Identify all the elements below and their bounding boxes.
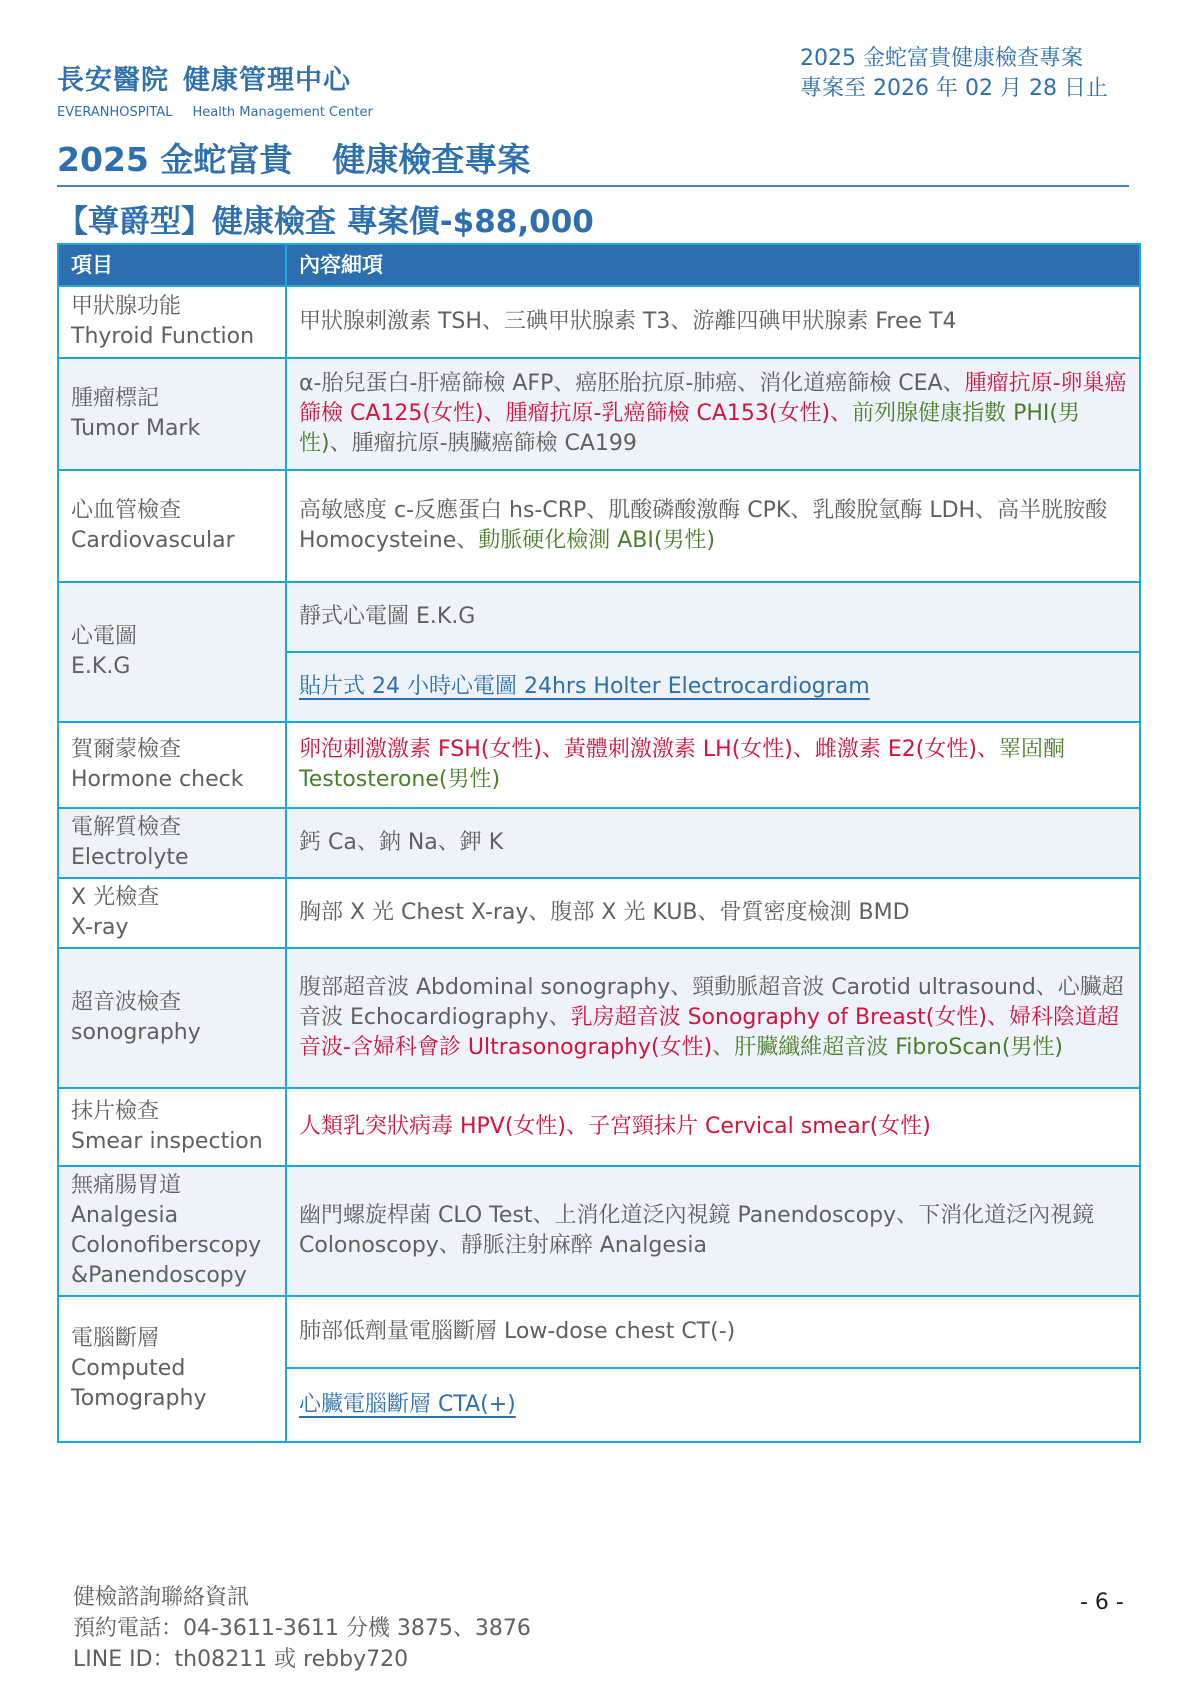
detail-text: 甲狀腺刺激素 TSH、三碘甲狀腺素 T3、游離四碘甲狀腺素 Free T4 <box>299 309 957 334</box>
category-name-zh: 無痛腸胃道 <box>71 1173 182 1198</box>
exam-items-table <box>57 243 1141 1443</box>
details-cell <box>286 1166 1140 1296</box>
details-cell <box>286 582 1140 652</box>
detail-text: 、肝臟纖維超音波 FibroScan(男性) <box>712 1035 1064 1060</box>
plan-title: 【尊爵型】健康檢查 專案價-$88,000 <box>57 204 594 240</box>
category-name-en: Thyroid Function <box>71 324 255 349</box>
center-name: 健康管理中心 <box>183 65 351 96</box>
category-name-en: Colonofiberscopy <box>71 1233 262 1258</box>
details-cell <box>286 470 1140 582</box>
category-name-zh: 電解質檢查 <box>71 815 182 840</box>
contact-phone: 預約電話：04-3611-3611 分機 3875、3876 <box>73 1616 531 1641</box>
detail-text: 高敏感度 c-反應蛋白 hs-CRP、肌酸磷酸激酶 CPK、乳酸脫氫酶 LDH、 <box>299 498 998 523</box>
details-cell <box>286 286 1140 358</box>
center-name-en: Health Management Center <box>192 105 373 120</box>
org-name-en <box>57 105 373 120</box>
detail-link[interactable]: 貼片式 24 小時心電圖 24hrs Holter Electrocardiogram <box>299 674 870 699</box>
category-name-en: Cardiovascular <box>71 528 235 553</box>
category-name-en: &Panendoscopy <box>71 1263 247 1288</box>
details-cell <box>286 1296 1140 1368</box>
org-name-zh <box>57 58 373 97</box>
hospital-name-en: EVERANHOSPITAL <box>57 105 173 120</box>
details-cell <box>286 948 1140 1088</box>
detail-text: 胸部 X 光 Chest X-ray、腹部 X 光 KUB、骨質密度檢測 BMD <box>299 900 910 925</box>
contact-line-id: LINE ID：th08211 或 rebby720 <box>73 1647 409 1672</box>
details-cell <box>286 358 1140 470</box>
details-cell <box>286 1088 1140 1166</box>
project-name: 2025 金蛇富貴健康檢查專案 <box>800 46 1083 71</box>
project-deadline: 專案至 2026 年 02 月 28 日止 <box>800 76 1108 101</box>
table-row <box>58 1088 1140 1166</box>
table-row <box>58 808 1140 878</box>
contact-info <box>73 1582 531 1675</box>
category-name-zh: 腫瘤標記 <box>71 386 160 411</box>
category-cell <box>58 1296 286 1442</box>
category-name-en: Smear inspection <box>71 1129 263 1154</box>
category-name-en: Tumor Mark <box>71 416 201 441</box>
category-name-zh: X 光檢查 <box>71 885 160 910</box>
detail-link[interactable]: 心臟電腦斷層 CTA(+) <box>299 1392 516 1417</box>
category-name-zh: 電腦斷層 <box>71 1326 160 1351</box>
category-name-zh: 心電圖 <box>71 624 138 649</box>
page-title <box>57 134 1129 187</box>
category-cell <box>58 808 286 878</box>
page-number: - 6 - <box>1080 1590 1124 1615</box>
table-row <box>58 878 1140 948</box>
table-row <box>58 948 1140 1088</box>
category-name-en: Computed <box>71 1356 186 1381</box>
detail-text: 幽門螺旋桿菌 CLO Test、上消化道泛內視鏡 Panendoscopy、下消化道泛內視鏡 Colonoscopy、靜脈注射麻醉 Analgesia <box>299 1203 1095 1258</box>
category-name-en: X-ray <box>71 915 129 940</box>
category-name-en: sonography <box>71 1020 201 1045</box>
category-cell <box>58 1088 286 1166</box>
detail-text: 頸動脈超音波 Carotid ultrasound、心臟超音波 Echocardiography、 <box>299 975 1124 1030</box>
category-name-zh: 心血管檢查 <box>71 498 182 523</box>
category-cell <box>58 358 286 470</box>
category-cell <box>58 582 286 722</box>
category-name-zh: 超音波檢查 <box>71 990 182 1015</box>
detail-text: 腹部超音波 Abdominal sonography、 <box>299 975 693 1000</box>
category-name-en: Electrolyte <box>71 845 189 870</box>
category-cell <box>58 878 286 948</box>
table-row <box>58 358 1140 470</box>
category-name-en: Analgesia <box>71 1203 179 1228</box>
table-body <box>58 286 1140 1442</box>
detail-text: 前列腺健康指數 PHI(男性) <box>299 401 1080 456</box>
category-cell <box>58 286 286 358</box>
project-validity <box>800 44 1108 104</box>
category-name-zh: 抹片檢查 <box>71 1099 160 1124</box>
contact-title: 健檢諮詢聯絡資訊 <box>73 1585 250 1610</box>
detail-text: 靜式心電圖 E.K.G <box>299 604 476 629</box>
category-name-en: E.K.G <box>71 654 131 679</box>
category-name-en: Hormone check <box>71 767 244 792</box>
hospital-name: 長安醫院 <box>57 65 169 96</box>
org-header <box>57 58 373 120</box>
page-title-part-2: 健康檢查專案 <box>332 140 531 179</box>
column-header-details: 內容細項 <box>286 244 1140 286</box>
category-cell <box>58 1166 286 1296</box>
details-cell <box>286 808 1140 878</box>
table-row <box>58 1296 1140 1368</box>
detail-text: 動脈硬化檢測 ABI(男性) <box>478 528 716 553</box>
detail-text: 人類乳突狀病毒 HPV(女性)、子宮頸抹片 Cervical smear(女性) <box>299 1114 931 1139</box>
category-cell <box>58 722 286 808</box>
detail-text: 高半胱胺酸 Homocysteine、 <box>299 498 1108 553</box>
table-row <box>58 722 1140 808</box>
detail-text: 鈣 Ca、鈉 Na、鉀 K <box>299 830 504 855</box>
table-row <box>58 582 1140 652</box>
detail-text: 卵泡刺激激素 FSH(女性)、黃體刺激激素 LH(女性)、雌激素 E2(女性)、 <box>299 737 999 762</box>
column-header-item: 項目 <box>58 244 286 286</box>
page-title-part-1: 2025 金蛇富貴 <box>57 140 293 179</box>
details-cell <box>286 1368 1140 1442</box>
table-row <box>58 1166 1140 1296</box>
category-cell <box>58 948 286 1088</box>
detail-text: 乳房超音波 Sonography of Breast(女性)、婦科陰道超音波-含婦科會診 Ultrasonography(女性) <box>299 1005 1119 1060</box>
details-cell <box>286 722 1140 808</box>
category-name-en: Tomography <box>71 1386 207 1411</box>
table-header-row <box>58 244 1140 286</box>
category-name-zh: 賀爾蒙檢查 <box>71 737 182 762</box>
details-cell <box>286 878 1140 948</box>
category-name-zh: 甲狀腺功能 <box>71 294 182 319</box>
category-cell <box>58 470 286 582</box>
details-cell <box>286 652 1140 722</box>
detail-text: 肺部低劑量電腦斷層 Low-dose chest CT(-) <box>299 1319 736 1344</box>
detail-text: 、腫瘤抗原-胰臟癌篩檢 CA199 <box>329 431 637 456</box>
detail-text: α-胎兒蛋白-肝癌篩檢 AFP、癌胚胎抗原-肺癌、消化道癌篩檢 CEA、 <box>299 371 965 396</box>
detail-text: 腫瘤抗原-卵巢癌篩檢 CA125(女性)、腫瘤抗原-乳癌篩檢 CA153(女性)、 <box>299 371 1127 426</box>
table-row <box>58 286 1140 358</box>
table-row <box>58 470 1140 582</box>
detail-text: 睪固酮 Testosterone(男性) <box>299 737 1065 792</box>
